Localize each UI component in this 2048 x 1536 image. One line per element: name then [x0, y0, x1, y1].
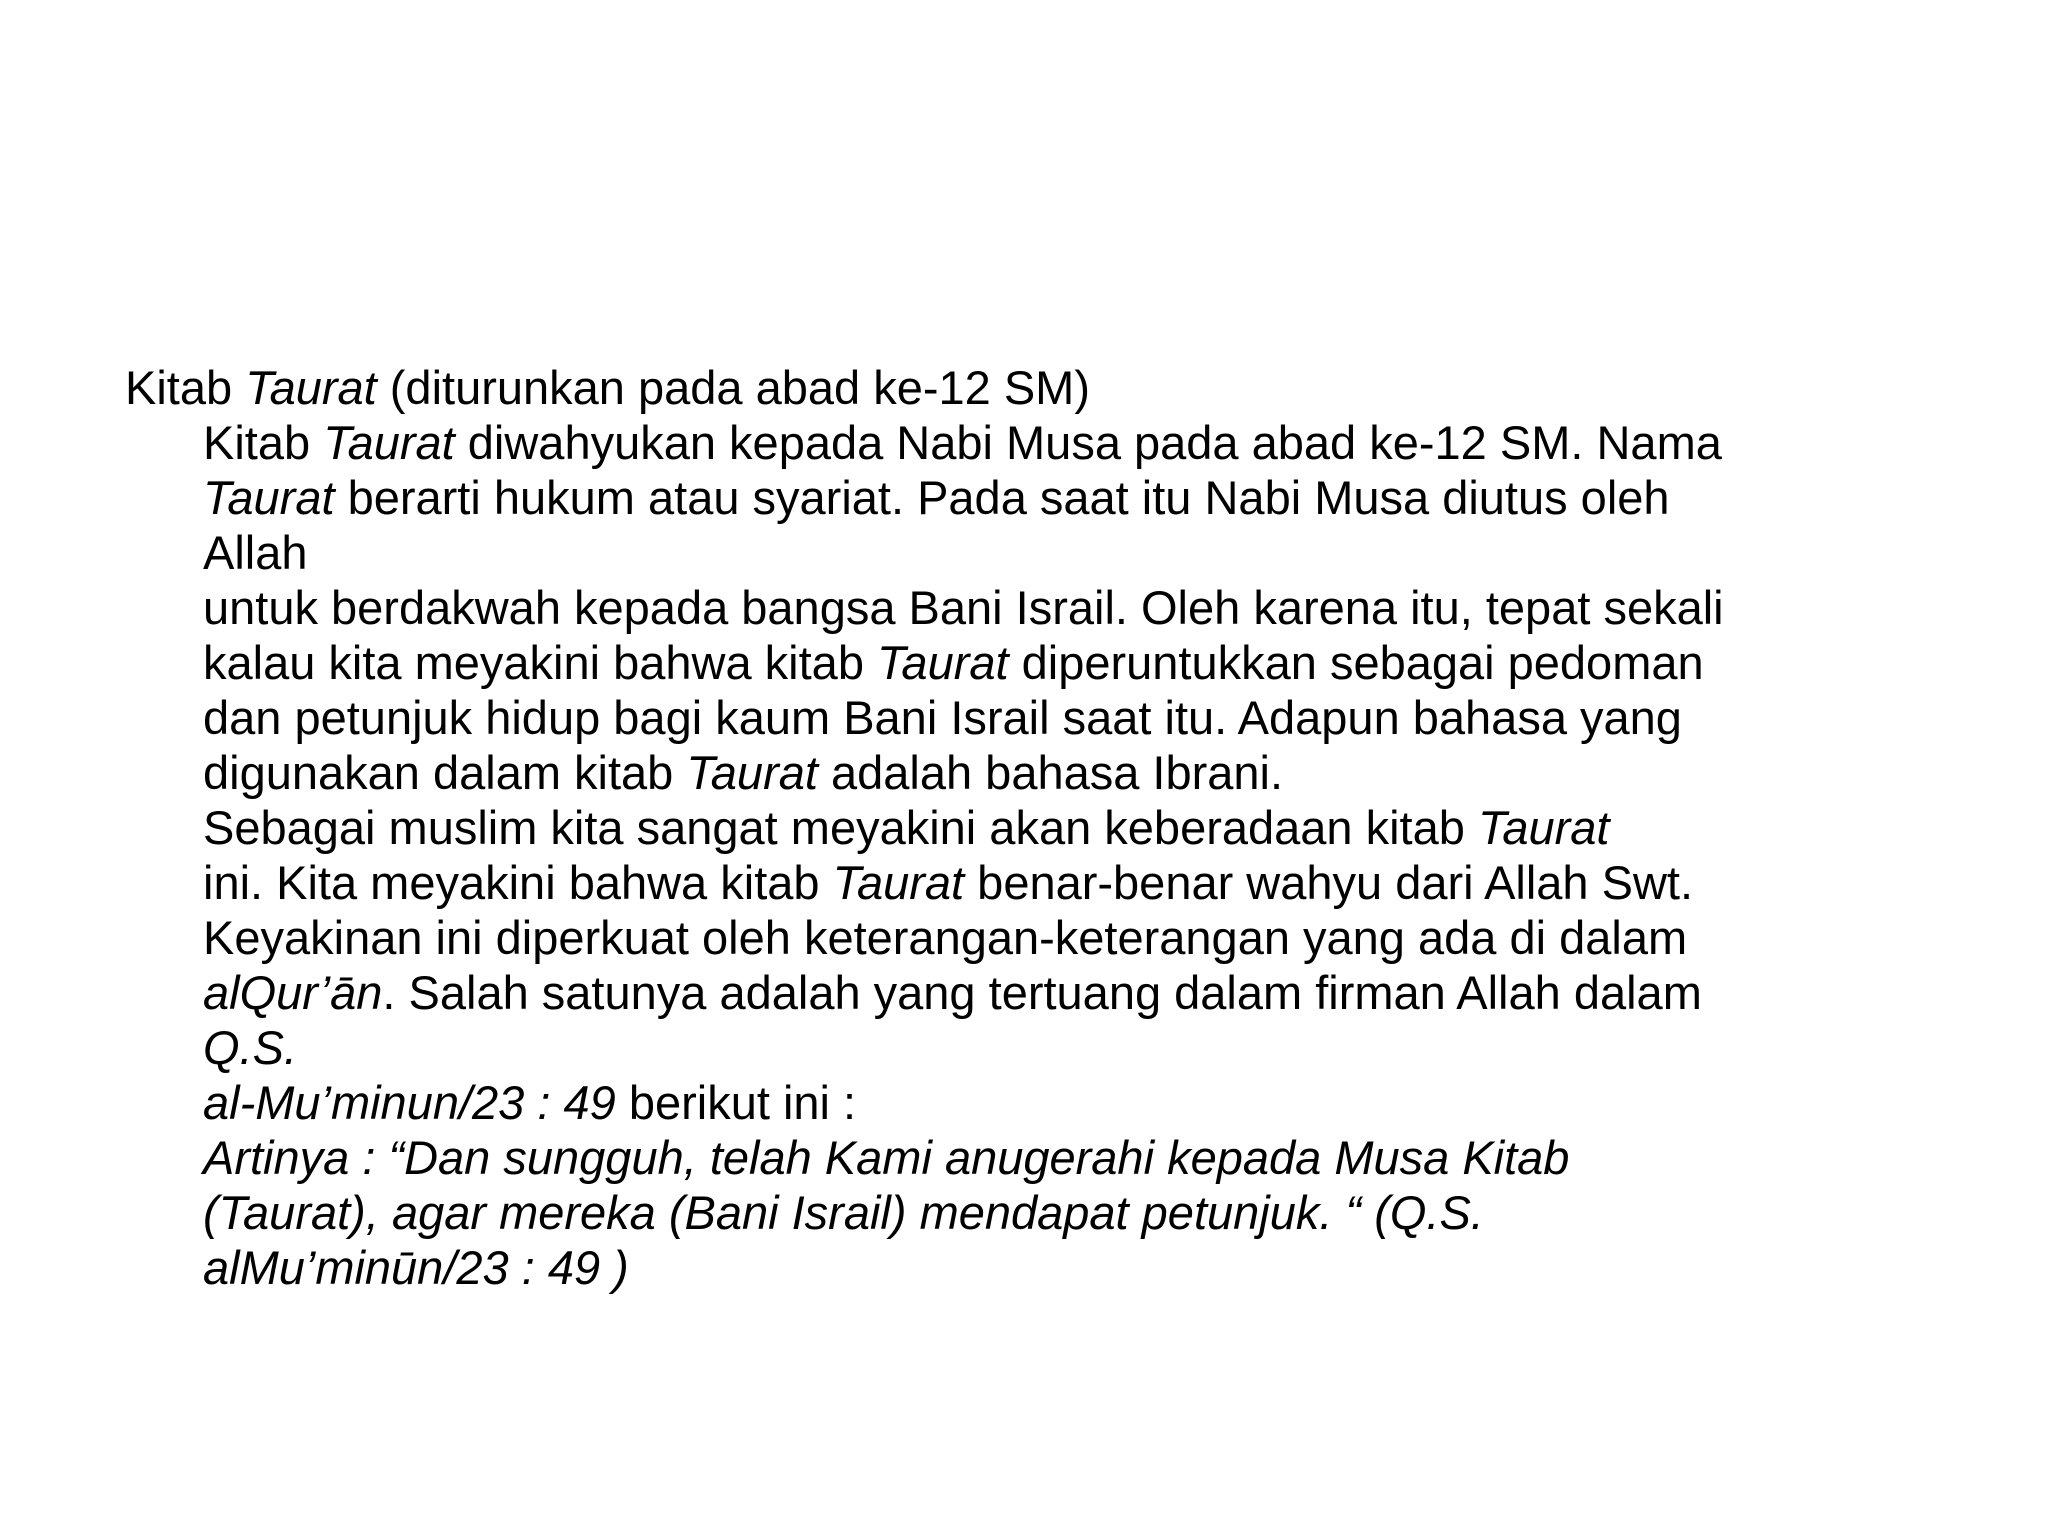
text-segment: Kitab: [203, 416, 324, 469]
body-line: [125, 745, 1925, 800]
body-line: [125, 1240, 1925, 1295]
body-line: [125, 1020, 1925, 1075]
italic-text-segment: (Taurat), agar mereka (Bani Israil) mendapat petunjuk. “ (Q.S.: [203, 1186, 1484, 1239]
slide-heading: [125, 360, 1925, 415]
text-segment: berarti hukum atau syariat. Pada saat itu Nabi Musa diutus oleh: [334, 471, 1670, 524]
italic-text-segment: Taurat: [832, 856, 965, 909]
italic-text-segment: alQur’ān: [203, 966, 383, 1019]
text-segment: diperuntukkan sebagai pedoman: [1008, 636, 1704, 689]
italic-text-segment: alMu’minūn/23 : 49 ): [203, 1241, 629, 1294]
text-segment: . Salah satunya adalah yang tertuang dalam firman Allah dalam: [382, 966, 1702, 1019]
text-segment: Allah: [203, 526, 308, 579]
heading-prefix: Kitab: [125, 361, 246, 414]
text-segment: berikut ini :: [615, 1076, 857, 1129]
text-segment: untuk berdakwah kepada bangsa Bani Israil. Oleh karena itu, tepat sekali: [203, 581, 1724, 634]
body-line: [125, 580, 1925, 635]
heading-italic: Taurat: [245, 361, 377, 414]
italic-text-segment: Artinya : “Dan sungguh, telah Kami anugerahi kepada Musa Kitab: [203, 1131, 1570, 1184]
body-line: [125, 855, 1925, 910]
text-segment: benar-benar wahyu dari Allah Swt.: [964, 856, 1694, 909]
body-line: [125, 690, 1925, 745]
text-segment: ini. Kita meyakini bahwa kitab: [203, 856, 833, 909]
body-line: [125, 415, 1925, 470]
body-line: [125, 1130, 1925, 1185]
text-segment: kalau kita meyakini bahwa kitab: [203, 636, 878, 689]
italic-text-segment: Taurat: [686, 746, 818, 799]
body-line: [125, 1075, 1925, 1130]
body-line: [125, 965, 1925, 1020]
italic-text-segment: Taurat: [877, 636, 1009, 689]
text-segment: diwahyukan kepada Nabi Musa pada abad ke-12 SM. Nama: [454, 416, 1722, 469]
body-line: [125, 910, 1925, 965]
text-segment: digunakan dalam kitab: [203, 746, 687, 799]
text-segment: Sebagai muslim kita sangat meyakini akan keberadaan kitab: [203, 801, 1478, 854]
body-line: [125, 470, 1925, 525]
body-text: [125, 415, 1925, 1295]
text-segment: Keyakinan ini diperkuat oleh keterangan-keterangan yang ada di dalam: [203, 911, 1688, 964]
heading-suffix: (diturunkan pada abad ke-12 SM): [376, 361, 1090, 414]
italic-text-segment: Taurat: [1477, 801, 1610, 854]
body-line: [125, 525, 1925, 580]
text-segment: dan petunjuk hidup bagi kaum Bani Israil saat itu. Adapun bahasa yang: [203, 691, 1682, 744]
slide-content: [125, 360, 1925, 1295]
italic-text-segment: Taurat: [323, 416, 455, 469]
body-line: [125, 635, 1925, 690]
text-segment: adalah bahasa Ibrani.: [817, 746, 1284, 799]
italic-text-segment: al-Mu’minun/23 : 49: [203, 1076, 616, 1129]
body-line: [125, 800, 1925, 855]
body-line: [125, 1185, 1925, 1240]
italic-text-segment: Taurat: [203, 471, 335, 524]
italic-text-segment: Q.S.: [203, 1021, 298, 1074]
